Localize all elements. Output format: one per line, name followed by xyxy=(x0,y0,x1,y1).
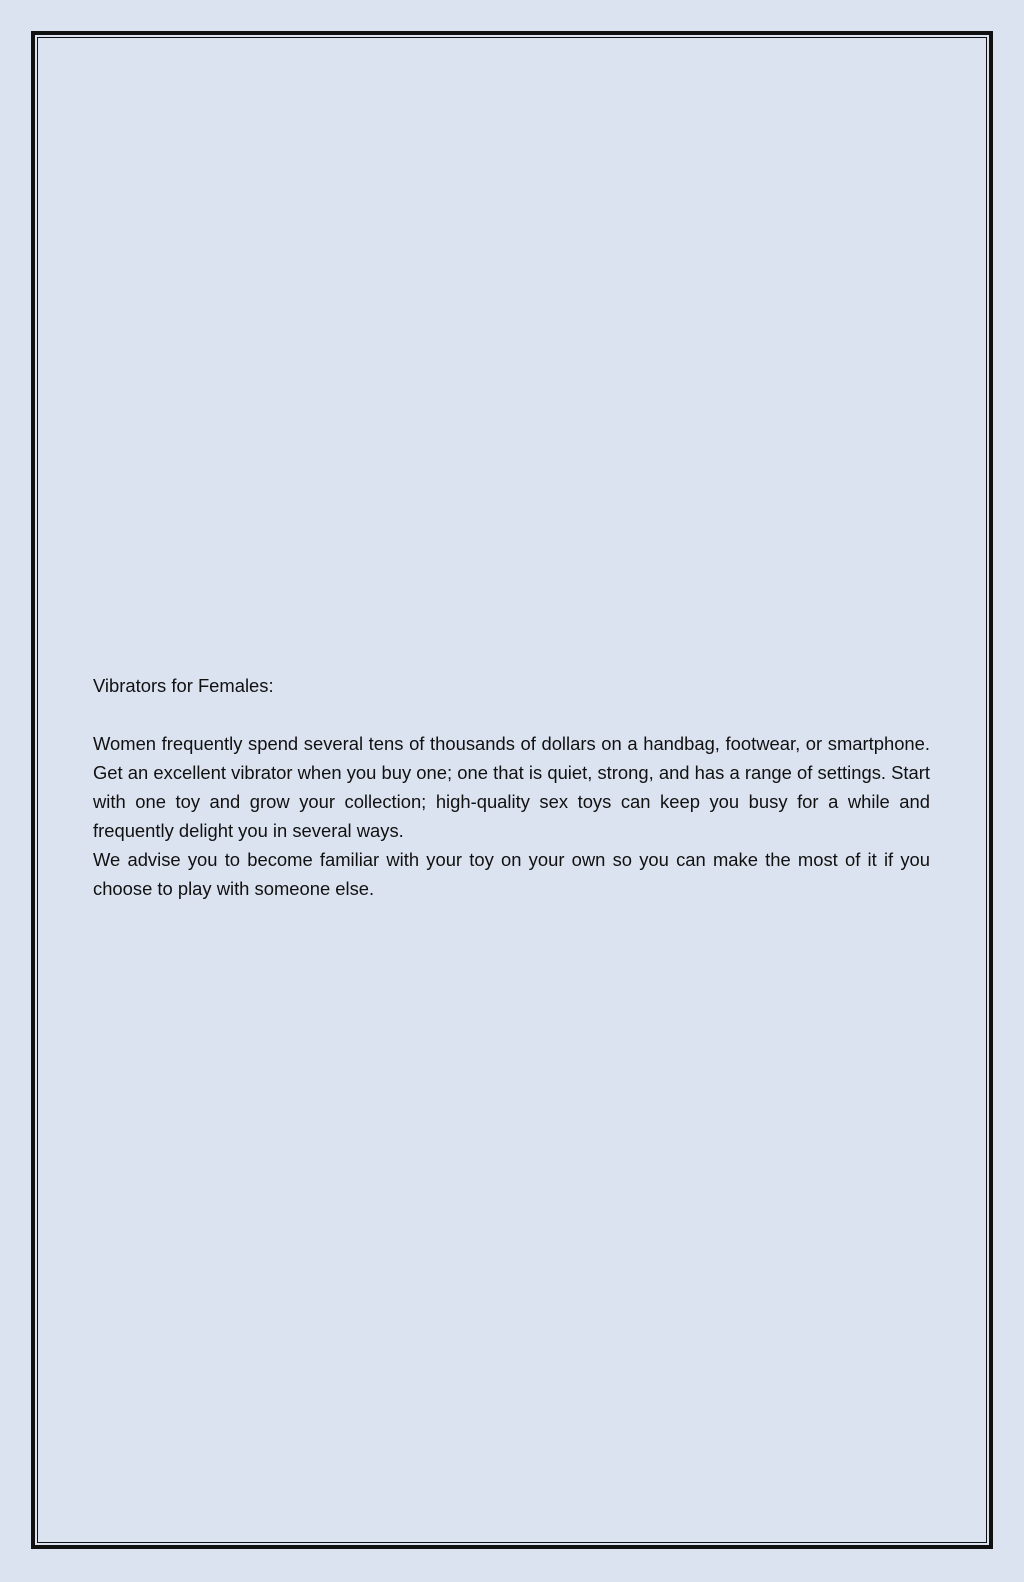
body-paragraph-2: We advise you to become familiar with your toy on your own so you can make the most of it if you choose to play with someone else. xyxy=(93,849,930,899)
document-body xyxy=(93,671,930,903)
section-heading: Vibrators for Females: xyxy=(93,675,274,696)
body-paragraph-1: Women frequently spend several tens of thousands of dollars on a handbag, footwear, or smartphone. Get an excellent vibrator when you buy one; one that is quiet, strong, and has a range of settings. Start with one toy and grow your collection; high-quality sex toys can keep you busy for a while and frequently delight you in several ways. xyxy=(93,733,930,841)
